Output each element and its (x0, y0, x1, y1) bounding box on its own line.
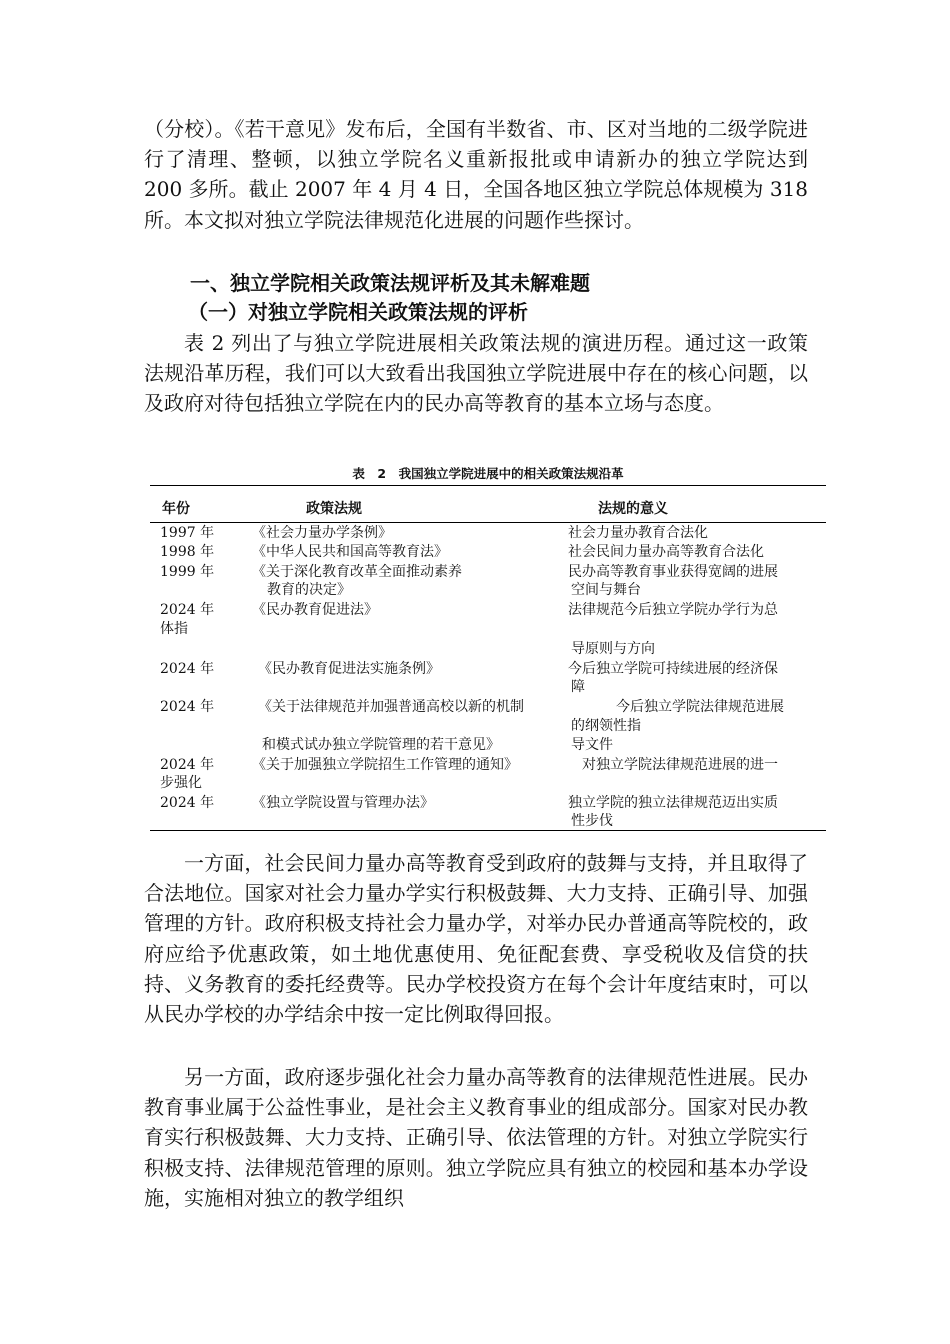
cell-meaning-cont: 导文件 (571, 737, 613, 753)
cell-meaning: 独立学院的独立法律规范迈出实质 (568, 795, 778, 811)
cell-meaning: 社会民间力量办高等教育合法化 (568, 544, 764, 560)
table-caption: 表 2 我国独立学院进展中的相关政策法规沿革 (352, 466, 624, 481)
cell-policy: 《关于加强独立学院招生工作管理的通知》 (252, 757, 518, 773)
cell-meaning-cont: 导原则与方向 (571, 641, 655, 657)
cell-policy: 《民办教育促进法》 (252, 602, 378, 618)
intro-paragraph: （分校）。《若干意见》发布后，全国有半数省、市、区对当地的二级学院进行了清理、整顿，以独立学院名义重新报批或申请新办的独立学院达到 200 多所。截止 2007 年 4 月 4 日，全国各地区独立学院总体规模为 318 所。本文拟对独立学院法律规范化进展的问题作些探讨。 (144, 117, 808, 232)
policy-table (150, 485, 826, 831)
cell-policy: 《独立学院设置与管理办法》 (252, 795, 434, 811)
cell-meaning-cont: 空间与舞台 (571, 582, 641, 598)
cell-meaning: 今后独立学院可持续进展的经济保 (568, 661, 778, 677)
cell-year: 1999 年 (160, 564, 215, 580)
cell-year: 1998 年 (160, 544, 215, 560)
cell-policy: 《中华人民共和国高等教育法》 (252, 544, 448, 560)
cell-year: 2024 年 (160, 757, 215, 773)
cell-policy-cont: 和模式试办独立学院管理的若干意见》 (262, 737, 500, 753)
cell-year: 2024 年 (160, 661, 215, 677)
header-divider (150, 522, 826, 523)
cell-year: 1997 年 (160, 525, 215, 541)
cell-meaning: 社会力量办教育合法化 (568, 525, 708, 541)
cell-meaning-cont: 性步伐 (571, 813, 613, 829)
body-paragraph-2: 另一方面，政府逐步强化社会力量办高等教育的法律规范性进展。民办教育事业属于公益性事业，是社会主义教育事业的组成部分。国家对民办教育实行积极鼓舞、大力支持、正确引导、依法管理的方针。对独立学院实行积极支持、法律规范管理的原则。独立学院应具有独立的校园和基本办学设施，实施相对独立的教学组织 (144, 1065, 808, 1210)
cell-policy: 《民办教育促进法实施条例》 (258, 661, 440, 677)
header-meaning: 法规的意义 (598, 501, 668, 517)
body-paragraph-1: 一方面，社会民间力量办高等教育受到政府的鼓舞与支持，并且取得了合法地位。国家对社会力量办学实行积极鼓舞、大力支持、正确引导、加强管理的方针。政府积极支持社会力量办学，对举办民办普通高等院校的，政府应给予优惠政策，如土地优惠使用、免征配套费、享受税收及信贷的扶持、义务教育的委托经费等。民办学校投资方在每个会计年度结束时，可以从民办学校的办学结余中按一定比例取得回报。 (144, 851, 808, 1027)
cell-meaning-cont: 的纲领性指 (571, 718, 641, 734)
cell-meaning: 今后独立学院法律规范进展 (616, 699, 784, 715)
cell-policy: 《社会力量办学条例》 (252, 525, 392, 541)
cell-meaning: 法律规范今后独立学院办学行为总 (568, 602, 778, 618)
cell-meaning-cont: 障 (571, 679, 585, 695)
cell-year-cont: 步强化 (160, 775, 202, 791)
cell-policy: 《关于深化教育改革全面推动素养 (252, 564, 462, 580)
cell-year: 2024 年 (160, 602, 215, 618)
cell-year: 2024 年 (160, 795, 215, 811)
cell-year-cont: 体指 (160, 621, 188, 637)
table-intro-paragraph: 表 2 列出了与独立学院进展相关政策法规的演进历程。通过这一政策法规沿革历程，我们可以大致看出我国独立学院进展中存在的核心问题，以及政府对待包括独立学院在内的民办高等教育的基本立场与态度。 (144, 331, 808, 416)
section-heading: 一、独立学院相关政策法规评析及其未解难题 (190, 271, 590, 295)
cell-year: 2024 年 (160, 699, 215, 715)
cell-meaning: 对独立学院法律规范进展的进一 (582, 757, 778, 773)
cell-meaning: 民办高等教育事业获得宽阔的进展 (568, 564, 778, 580)
subsection-heading: （一）对独立学院相关政策法规的评析 (188, 300, 528, 324)
cell-policy-cont: 教育的决定》 (267, 582, 351, 598)
header-policy: 政策法规 (306, 501, 362, 517)
cell-policy: 《关于法律规范并加强普通高校以新的机制 (258, 699, 524, 715)
header-year: 年份 (162, 501, 190, 517)
